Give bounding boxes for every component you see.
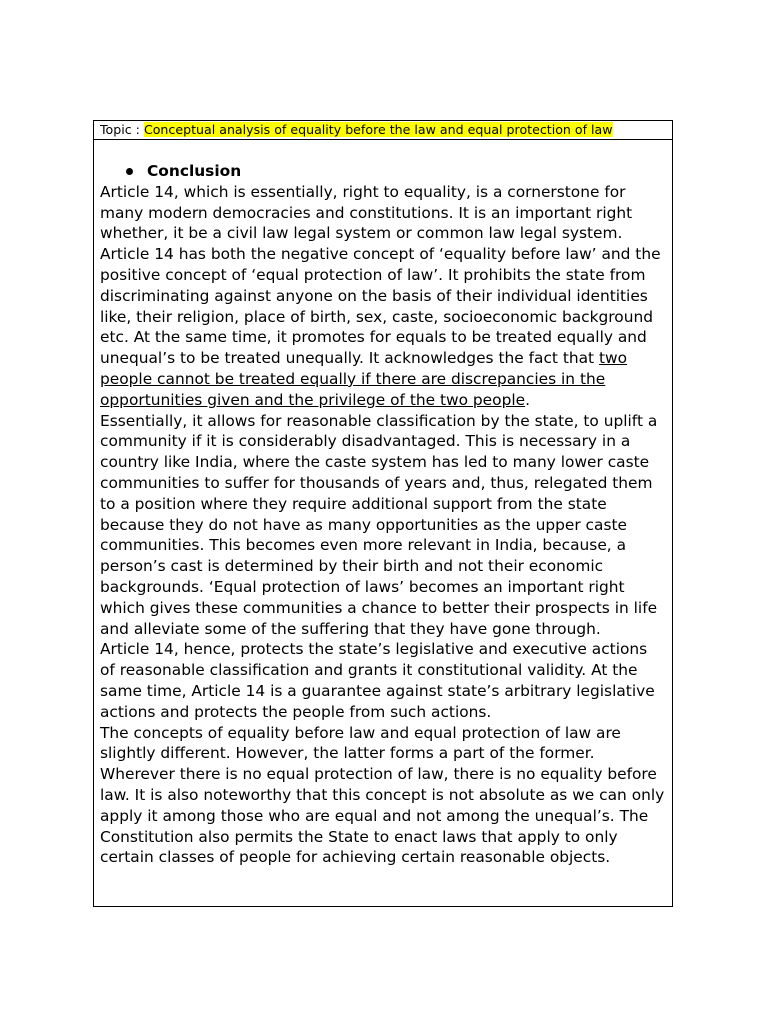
content-cell (94, 140, 666, 868)
paragraph-2-end: . (525, 390, 530, 409)
paragraph-2-underlined: two people cannot be treated equally if there are discrepancies in the opportunities given and the privilege of the two people (100, 349, 628, 409)
document-table (93, 120, 673, 907)
topic-label: Topic : (100, 122, 144, 137)
bullet-icon (126, 168, 133, 175)
paragraph-2 (100, 244, 666, 410)
paragraph-3: Essentially, it allows for reasonable classification by the state, to uplift a community if it is considerably disadvantaged. This is necessary in a country like India, where the caste system has led to many lower caste communities to suffer for thousands of years and, thus, relegated them to a position where they require additional support from the state because they do not have as many opportunities as the upper caste communities. This becomes even more relevant in India, because, a person’s cast is determined by their birth and not their economic backgrounds. ‘Equal protection of laws’ becomes an important right which gives these communities a chance to better their prospects in life and alleviate some of the suffering that they have gone through. (100, 411, 658, 638)
paragraph-2-text: Article 14 has both the negative concept of ‘equality before law’ and the positive concept of ‘equal protection of law’. It prohibits the state from discriminating against anyone on the basis of their individual identities like, their religion, place of birth, sex, caste, socioeconomic background etc. At the same time, it promotes for equals to be treated equally and unequal’s to be treated unequally. It acknowledges the fact that (100, 245, 661, 368)
section-heading-text: Conclusion (147, 162, 242, 180)
section-heading (100, 161, 666, 182)
topic-title: Conceptual analysis of equality before the law and equal protection of law (143, 122, 613, 137)
topic-row (94, 121, 672, 140)
paragraph-5: The concepts of equality before law and equal protection of law are slightly different. However, the latter forms a part of the former. Wherever there is no equal protection of law, there is no equality before law. It is also noteworthy that this concept is not absolute as we can only apply it among those who are equal and not among the unequal’s. The Constitution also permits the State to enact laws that apply to only certain classes of people for achieving certain reasonable objects. (100, 723, 665, 867)
paragraph-1: Article 14, which is essentially, right to equality, is a cornerstone for many modern democracies and constitutions. It is an important right whether, it be a civil law legal system or common law legal system. (100, 182, 633, 243)
paragraph-4: Article 14, hence, protects the state’s legislative and executive actions of reasonable classification and grants it constitutional validity. At the same time, Article 14 is a guarantee against state’s arbitrary legislative actions and protects the people from such actions. (100, 640, 655, 721)
